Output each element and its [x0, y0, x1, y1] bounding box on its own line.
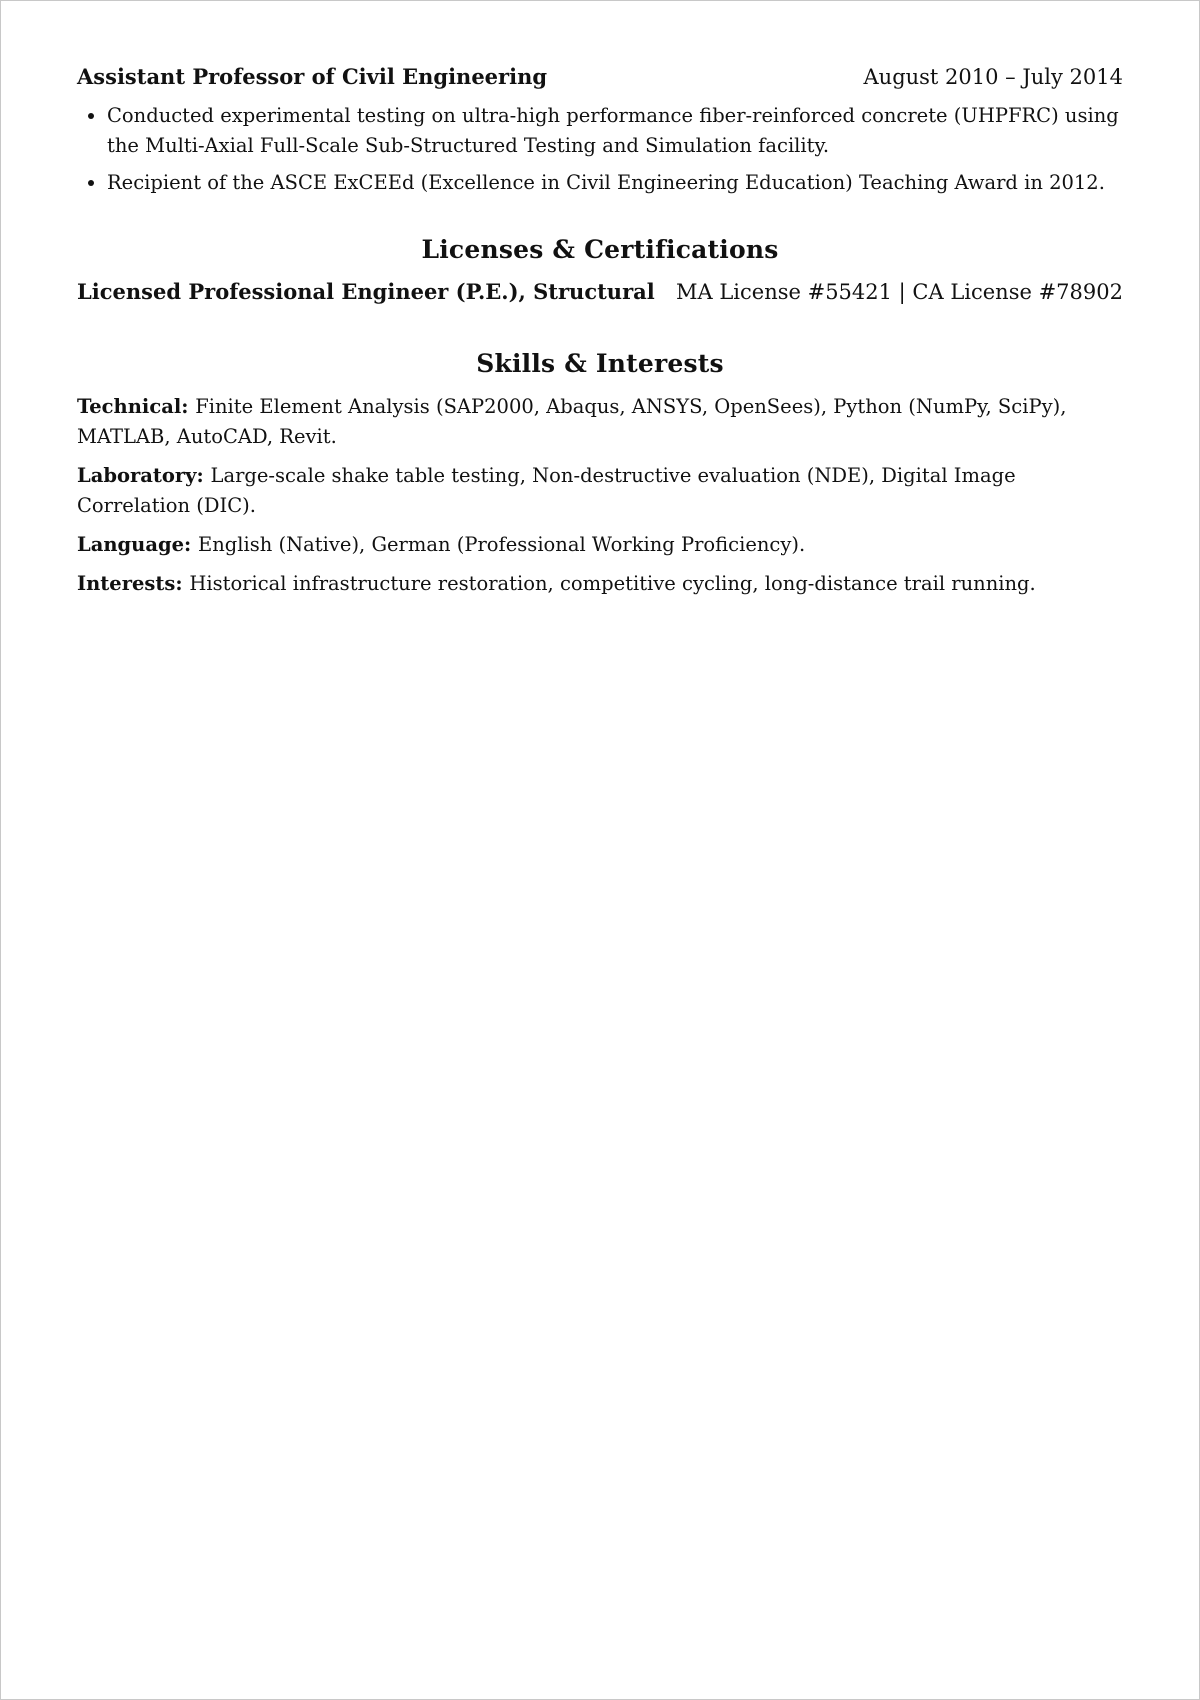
skill-value: English (Native), German (Professional Working Proficiency). [198, 533, 806, 556]
skill-value: Large-scale shake table testing, Non-destructive evaluation (NDE), Digital Image Correlation (DIC). [77, 464, 1016, 517]
skill-label: Language: [77, 533, 198, 556]
skill-row-interests [77, 569, 1123, 599]
license-name: Licensed Professional Engineer (P.E.), Structural [77, 279, 655, 304]
skill-row-technical [77, 392, 1123, 452]
skill-label: Technical: [77, 395, 196, 418]
skills-heading: Skills & Interests [476, 349, 724, 378]
job-bullet-list [77, 101, 1123, 198]
skill-label: Laboratory: [77, 464, 211, 487]
job-header [77, 61, 1123, 93]
skill-row-laboratory [77, 461, 1123, 521]
skill-value: Finite Element Analysis (SAP2000, Abaqus, ANSYS, OpenSees), Python (NumPy, SciPy), MATLAB, AutoCAD, Revit. [77, 395, 1067, 448]
job-title: Assistant Professor of Civil Engineering [77, 64, 548, 89]
experience-entry [77, 61, 1123, 198]
license-detail: MA License #55421 | CA License #78902 [676, 280, 1123, 304]
skill-label: Interests: [77, 572, 190, 595]
license-row [77, 276, 1123, 308]
skill-row-language [77, 530, 1123, 560]
skills-section [77, 346, 1123, 599]
licenses-heading: Licenses & Certifications [421, 235, 779, 264]
skills-list [77, 392, 1123, 599]
job-bullet: • Conducted experimental testing on ultra-high performance fiber-reinforced concrete (UHPFRC) using the Multi-Axial Full-Scale Sub-Structured Testing and Simulation facility. [107, 101, 1123, 161]
job-bullet: • Recipient of the ASCE ExCEEd (Excellence in Civil Engineering Education) Teaching Award in 2012. [107, 168, 1123, 198]
skill-value: Historical infrastructure restoration, competitive cycling, long-distance trail running. [189, 572, 1036, 595]
job-dates: August 2010 – July 2014 [863, 65, 1123, 89]
licenses-section [77, 232, 1123, 308]
